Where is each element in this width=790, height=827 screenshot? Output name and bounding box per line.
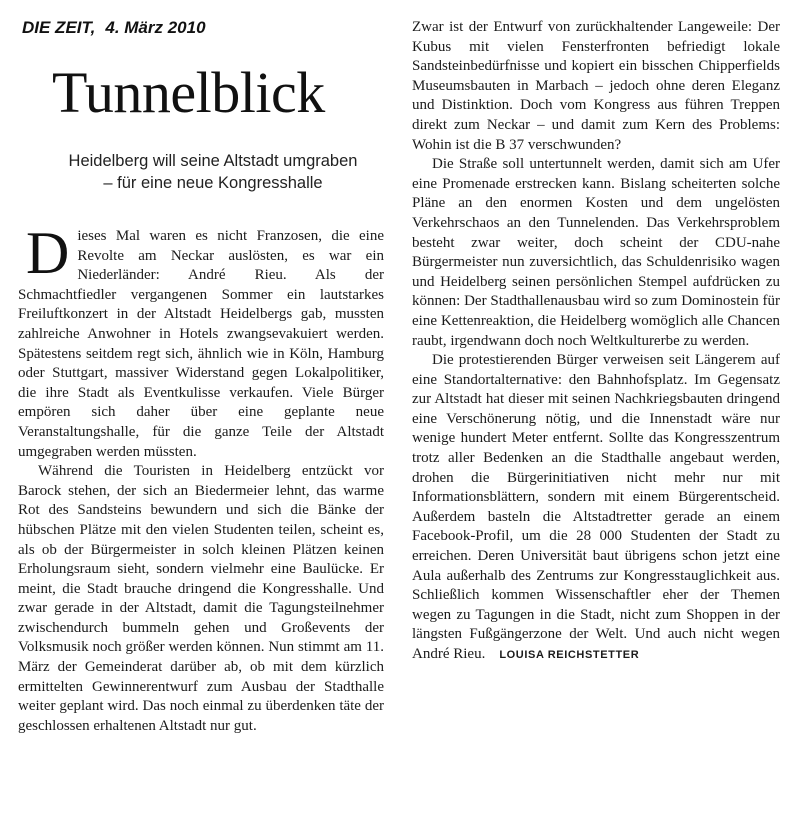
masthead-paper: DIE ZEIT, [22,18,96,37]
subhead [18,150,408,194]
paragraph-1 [18,220,384,462]
paragraph-2: Während die Touristen in Heidelberg entzückt vor Barock stehen, der sich an Biedermeier lehnt, das warme Rot des Sandsteins bewundern und sich die Bänke der hübschen Plätze mit den vielen Studenten teilen, scheint es, als ob der Bürgermeister in solch kleinen Plätzen keinen Erholungsraum sieht, sondern vielmehr eine Baulücke. Er meint, die Stadt brauche dringend die Kongresshalle. Und zwar gerade in der Altstadt, damit die Tagungsteilnehmer zwischendurch bummeln gehen und Großevents der Volksmusik noch größer werden können. Nun stimmt am 11. März der Gemeinderat darüber ab, ob mit dem kürzlich ermittelten Gewinnerentwurf zum Ausbau der Stadthalle weiter geplant wird. Das noch einmal zu überdenken täte der geschlossen erhaltenen Altstadt nur gut. [18,463,384,734]
subhead-line-2: – für eine neue Kongresshalle [103,174,323,192]
subhead-line-1: Heidelberg will seine Altstadt umgraben [68,152,358,170]
headline: Tunnelblick [52,60,325,125]
paragraph-3: Zwar ist der Entwurf von zurückhaltender Langeweile: Der Kubus mit vielen Fensterfronten befriedigt lokale Sandsteinbedürfnisse und kopiert ein bisschen Chipperfields Museumsbauten in Marbach – jedoch ohne deren Eleganz und Distinktion. Doch vom Kongress aus führen Treppen direkt zum Neckar – und damit zum Kern des Problems: Wohin ist die B 37 verschwunden? [412,19,780,153]
masthead-date: 4. März 2010 [105,18,206,37]
article-column-left [18,220,384,736]
drop-cap: D [26,220,70,286]
paragraph-4: Die Straße soll untertunnelt werden, damit sich am Ufer eine Promenade erstrecken kann. Bislang scheiterten solche Pläne an den enormen Kosten und dem ungelösten Verkehrschaos an den Tunnelenden. Das Verkehrsproblem besteht zwar weiter, doch scheint der CDU-nahe Bürgermeister nun zuversichtlich, das Schuldenrisiko wagen und Heidelberg seinen persönlichen Stempel aufdrücken zu können: Der Stadthallenausbau wird so zum Dominostein für eine Kettenreaktion, die Heidelberg womöglich alle Chancen raubt, irgendwann doch noch Weltkulturerbe zu werden. [412,156,780,349]
paragraph-1-text: ieses Mal waren es nicht Franzosen, die eine Revolte am Neckar auslösten, es war ein Niederländer: André Rieu. Als der Schmachtfiedler vergangenen Sommer ein lautstarkes Freiluftkonzert in der Altstadt Heidelbergs gab, mussten zahlreiche Anwohner in Hotels zwangsevakuiert werden. Spätestens seitdem regt sich, ähnlich wie in Köln, Hamburg oder Stuttgart, massiver Widerstand gegen Lokalpolitiker, die ihre Stadt als Eventkulisse verkaufen. Viele Bürger empören sich daher über eine geplante neue Veranstaltungshalle, für die ganze Teile der Altstadt umgegraben werden müssten. [18,228,384,460]
author-byline: LOUISA REICHSTETTER [499,649,640,661]
article-column-right [412,18,780,666]
paragraph-5 [412,351,780,666]
masthead [22,18,206,38]
paragraph-5-text: Die protestierenden Bürger verweisen seit Längerem auf eine Standortalternative: den Bahnhofsplatz. Im Gegensatz zur Altstadt hat dieser mit seinen Nachkriegsbauten dringend eine Verschönerung nötig, und die Innenstadt wäre nur wenige hundert Meter entfernt. Sollte das Kongresszentrum trotz aller Bedenken an die Stadthalle angebaut werden, drohen die Bürgerinitiativen nicht mehr nur mit Informationsblättern, sondern mit einem Bürgerentscheid. Außerdem basteln die Altstadtretter gerade an einem Facebook-Profil, um die 28 000 Studenten der Stadt zu erreichen. Deren Universität baut übrigens schon jetzt eine Aula außerhalb des Zentrums zur Kongresstauglichkeit aus. Schließlich kommen Wissenschaftler eher der Themen wegen zu Tagungen in die Stadt, nicht zum Shoppen in der längsten Fußgängerzone der Welt. Und auch nicht wegen André Rieu. [412,352,780,662]
